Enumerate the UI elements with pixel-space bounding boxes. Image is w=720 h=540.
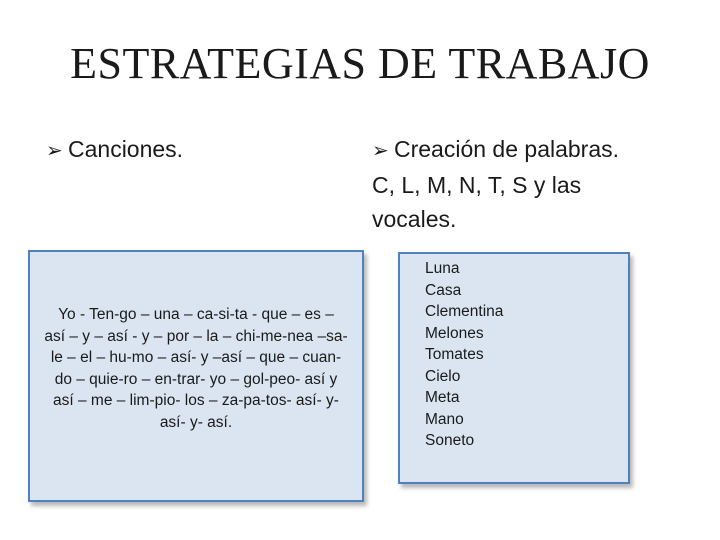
bullet-label: Canciones. [68, 136, 184, 162]
word-box [398, 252, 630, 484]
list-item: Casa [425, 281, 462, 299]
sub-line: C, L, M, N, T, S y las [372, 172, 582, 198]
bullet-canciones [46, 132, 183, 168]
song-line: así – y – así - y – por – la – chi-me-nea –sa- [44, 327, 348, 345]
list-item: Mano [425, 410, 464, 428]
song-line: le – el – hu-mo – así- y –así – que – cuan- [50, 349, 342, 366]
slide-title: ESTRATEGIAS DE TRABAJO [70, 39, 650, 88]
song-box [28, 250, 364, 502]
list-item: Soneto [425, 432, 475, 449]
song-line: do – quie-ro – en-trar- yo – gol-peo- así y [54, 370, 338, 388]
song-line: así – me – lim-pio- los – za-pa-tos- así- y- [53, 392, 339, 409]
song-line: así- y- así. [159, 413, 233, 431]
list-item: Meta [425, 389, 460, 406]
bullet-label: Creación de palabras. [394, 136, 620, 162]
list-item: Clementina [425, 303, 504, 320]
list-item: Cielo [425, 367, 461, 385]
word-list [425, 258, 503, 452]
sub-line: vocales. [372, 206, 457, 232]
song-lyrics [36, 304, 356, 433]
bullet-creacion [372, 132, 692, 236]
list-item: Luna [425, 260, 460, 277]
list-item: Tomates [425, 346, 484, 363]
list-item: Melones [425, 324, 484, 342]
arrow-bullet-icon: ➢ [372, 140, 389, 162]
arrow-bullet-icon: ➢ [46, 140, 63, 162]
song-line: Yo - Ten-go – una – ca-si-ta - que – es – [58, 306, 334, 323]
